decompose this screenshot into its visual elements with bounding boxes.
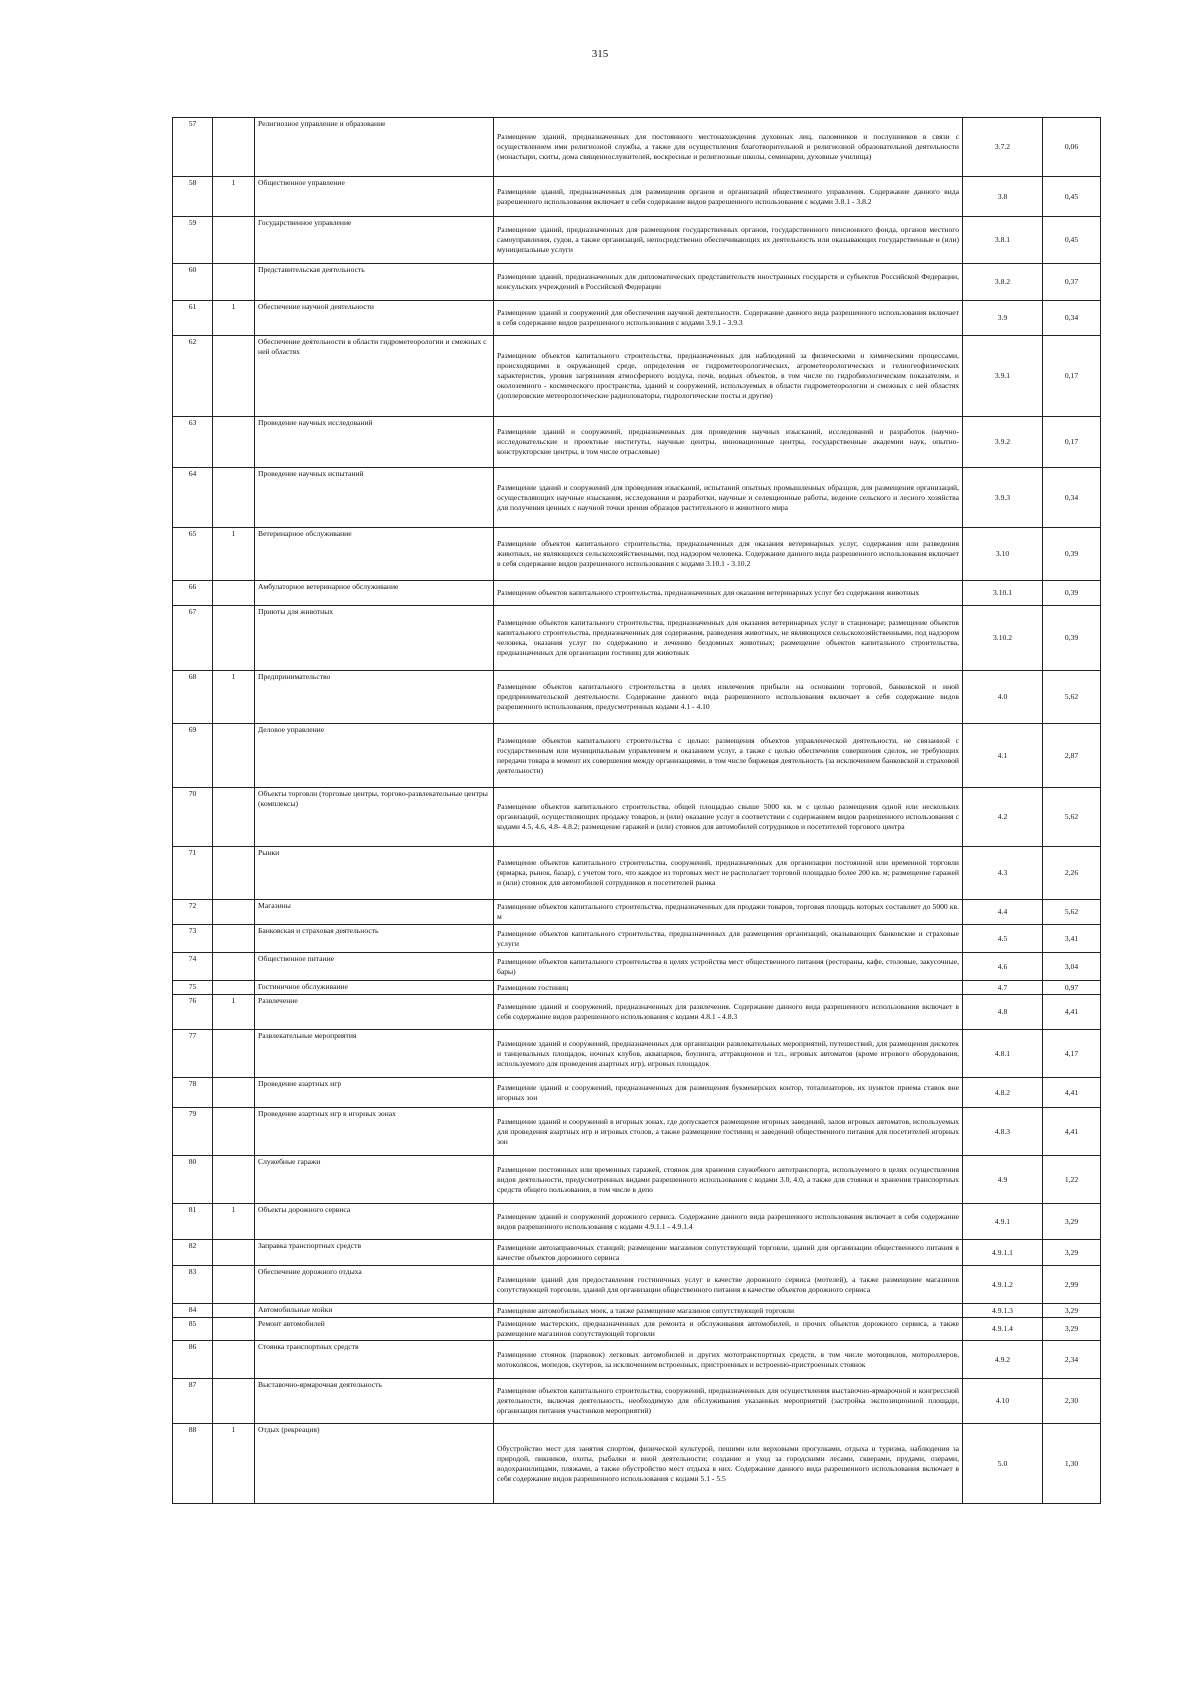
use-name: Заправка транспортных средств [255,1240,494,1266]
row-number: 59 [173,217,213,264]
table-row [173,1341,1101,1379]
table-row [173,953,1101,981]
coefficient: 2,99 [1043,1266,1101,1304]
use-description: Размещение зданий и сооружений для проведения изысканий, испытаний опытных промышленных образцов, для размещения организаций, осуществляющих научные изыскания, исследования и разработки, научные и селекционные работы, ведение сельского и лесного хозяйства для получения ценных с научной точки зрения образцов растительного и животного мира [494,468,963,528]
coefficient: 0,45 [1043,177,1101,217]
use-name: Объекты торговли (торговые центры, торгово-развлекательные центры (комплексы) [255,788,494,847]
use-name: Объекты дорожного сервиса [255,1204,494,1240]
group-flag: 1 [213,528,255,581]
coefficient: 3,29 [1043,1204,1101,1240]
use-code: 4.8 [963,995,1043,1030]
use-code: 4.9.1 [963,1204,1043,1240]
use-name: Представительская деятельность [255,264,494,301]
group-flag [213,264,255,301]
use-name: Религиозное управление и образование [255,118,494,177]
row-number: 66 [173,581,213,606]
use-code: 3.10.2 [963,606,1043,671]
use-code: 3.9 [963,301,1043,336]
group-flag [213,1156,255,1204]
page-number: 315 [591,48,609,60]
table-row [173,1266,1101,1304]
land-use-table [172,117,1101,1504]
use-code: 4.3 [963,847,1043,900]
table-row [173,925,1101,953]
use-description: Размещение объектов капитального строительства, предназначенных для продажи товаров, торговая площадь которых составляет до 5000 кв. м [494,900,963,925]
use-code: 4.10 [963,1379,1043,1424]
coefficient: 0,45 [1043,217,1101,264]
row-number: 62 [173,336,213,417]
use-description: Размещение зданий, предназначенных для дипломатических представительств иностранных государств и субъектов Российской Федерации, консульских учреждений в Российской Федерации [494,264,963,301]
group-flag [213,581,255,606]
use-code: 4.7 [963,981,1043,995]
row-number: 60 [173,264,213,301]
table-row [173,900,1101,925]
table-row [173,847,1101,900]
row-number: 67 [173,606,213,671]
coefficient: 0,17 [1043,417,1101,468]
use-name: Ветеринарное обслуживание [255,528,494,581]
coefficient: 3,29 [1043,1304,1101,1318]
coefficient: 5,62 [1043,671,1101,724]
row-number: 75 [173,981,213,995]
use-name: Предпринимательство [255,671,494,724]
use-name: Проведение азартных игр [255,1078,494,1108]
group-flag [213,1078,255,1108]
coefficient: 4,17 [1043,1030,1101,1078]
coefficient: 2,87 [1043,724,1101,788]
use-code: 3.8 [963,177,1043,217]
group-flag: 1 [213,995,255,1030]
row-number: 76 [173,995,213,1030]
coefficient: 5,62 [1043,788,1101,847]
use-name: Развлечение [255,995,494,1030]
group-flag [213,847,255,900]
use-description: Размещение объектов капитального строительства, сооружений, предназначенных для осуществления выставочно-ярмарочной и конгрессной деятельности, включая деятельность, необходимую для обслуживания указанных мероприятий (застройка экспозиционной площади, организация питания участников мероприятий) [494,1379,963,1424]
group-flag [213,336,255,417]
table-row [173,118,1101,177]
row-number: 70 [173,788,213,847]
table-row [173,336,1101,417]
coefficient: 3,04 [1043,953,1101,981]
group-flag [213,1341,255,1379]
table-row [173,528,1101,581]
group-flag [213,118,255,177]
group-flag [213,606,255,671]
use-description: Размещение мастерских, предназначенных для ремонта и обслуживания автомобилей, и прочих объектов дорожного сервиса, а также размещение магазинов сопутствующей торговли [494,1318,963,1341]
coefficient: 0,34 [1043,468,1101,528]
row-number: 84 [173,1304,213,1318]
use-description: Размещение зданий, предназначенных для размещения органов и организаций общественного управления. Содержание данного вида разрешенного использования включает в себя содержание видов разрешенного использования с кодами 3.8.1 - 3.8.2 [494,177,963,217]
group-flag [213,1379,255,1424]
group-flag: 1 [213,1204,255,1240]
use-name: Проведение азартных игр в игорных зонах [255,1108,494,1156]
table-row [173,995,1101,1030]
coefficient: 0,97 [1043,981,1101,995]
coefficient: 3,29 [1043,1318,1101,1341]
group-flag: 1 [213,301,255,336]
table-row [173,1030,1101,1078]
use-name: Обеспечение деятельности в области гидрометеорологии и смежных с ней областях [255,336,494,417]
table-row [173,1240,1101,1266]
coefficient: 2,34 [1043,1341,1101,1379]
use-description: Размещение объектов капитального строительства, предназначенных для оказания ветеринарных услуг в стационаре; размещение объектов капитального строительства, предназначенных для содержания, разведения животных, не являющихся сельскохозяйственными, под надзором человека, оказания услуг по содержанию и лечению бездомных животных; размещение объектов капитального строительства, предназначенных для организации гостиниц для животных [494,606,963,671]
table-row [173,981,1101,995]
table-row [173,177,1101,217]
row-number: 69 [173,724,213,788]
table-row [173,217,1101,264]
row-number: 81 [173,1204,213,1240]
coefficient: 0,17 [1043,336,1101,417]
use-name: Деловое управление [255,724,494,788]
use-code: 3.8.1 [963,217,1043,264]
coefficient: 0,39 [1043,606,1101,671]
coefficient: 0,37 [1043,264,1101,301]
use-name: Ремонт автомобилей [255,1318,494,1341]
use-name: Общественное управление [255,177,494,217]
group-flag [213,1030,255,1078]
row-number: 65 [173,528,213,581]
use-code: 4.2 [963,788,1043,847]
use-code: 4.9 [963,1156,1043,1204]
use-code: 3.8.2 [963,264,1043,301]
table-row [173,788,1101,847]
coefficient: 4,41 [1043,995,1101,1030]
use-code: 3.10.1 [963,581,1043,606]
table-row [173,1108,1101,1156]
row-number: 85 [173,1318,213,1341]
use-code: 4.8.1 [963,1030,1043,1078]
group-flag: 1 [213,177,255,217]
row-number: 73 [173,925,213,953]
use-name: Общественное питание [255,953,494,981]
coefficient: 1,22 [1043,1156,1101,1204]
use-code: 3.9.3 [963,468,1043,528]
use-code: 4.9.1.2 [963,1266,1043,1304]
coefficient: 0,34 [1043,301,1101,336]
coefficient: 0,06 [1043,118,1101,177]
group-flag [213,1318,255,1341]
table-row [173,1078,1101,1108]
use-description: Размещение объектов капитального строительства, сооружений, предназначенных для организации постоянной или временной торговли (ярмарка, рынок, базар), с учетом того, что каждое из торговых мест не располагает торговой площадью более 200 кв. м; размещение гаражей и (или) стоянок для автомобилей сотрудников и посетителей рынка [494,847,963,900]
use-description: Размещение зданий, предназначенных для размещения государственных органов, государственного пенсионного фонда, органов местного самоуправления, судов, а также организаций, непосредственно обеспечивающих их деятельность или оказывающих государственные и (или) муниципальные услуги [494,217,963,264]
use-description: Размещение зданий для предоставления гостиничных услуг в качестве дорожного сервиса (мотелей), а также размещение магазинов сопутствующей торговли, зданий для организации общественного питания в качестве объектов дорожного сервиса [494,1266,963,1304]
group-flag [213,900,255,925]
use-name: Стоянка транспортных средств [255,1341,494,1379]
row-number: 88 [173,1424,213,1504]
use-description: Размещение гостиниц [494,981,963,995]
coefficient: 2,26 [1043,847,1101,900]
group-flag [213,925,255,953]
coefficient: 3,29 [1043,1240,1101,1266]
row-number: 57 [173,118,213,177]
row-number: 77 [173,1030,213,1078]
use-description: Размещение автомобильных моек, а также размещение магазинов сопутствующей торговли [494,1304,963,1318]
table-row [173,671,1101,724]
row-number: 79 [173,1108,213,1156]
table-row [173,301,1101,336]
use-description: Размещение постоянных или временных гаражей, стоянок для хранения служебного автотранспорта, используемого в целях осуществления видов деятельности, предусмотренных видами разрешенного использования с кодами 3.0, 4.0, а также для стоянки и хранения транспортных средств общего пользования, в том числе в депо [494,1156,963,1204]
coefficient: 4,41 [1043,1108,1101,1156]
use-name: Приюты для животных [255,606,494,671]
row-number: 78 [173,1078,213,1108]
row-number: 83 [173,1266,213,1304]
row-number: 63 [173,417,213,468]
use-description: Размещение объектов капитального строительства, общей площадью свыше 5000 кв. м с целью размещения одной или нескольких организаций, осуществляющих продажу товаров, и (или) оказание услуг в соответствии с содержанием видов разрешенного использования с кодами 4.5, 4.6, 4.8- 4.8.2; размещение гаражей и (или) стоянок для автомобилей сотрудников и посетителей торгового центра [494,788,963,847]
row-number: 87 [173,1379,213,1424]
use-description: Размещение объектов капитального строительства в целях извлечения прибыли на основании торговой, банковской и иной предпринимательской деятельности. Содержание данного вида разрешенного использования включает в себя содержание видов разрешенного использования, предусмотренных кодами 4.1 - 4.10 [494,671,963,724]
use-name: Обеспечение дорожного отдыха [255,1266,494,1304]
coefficient: 1,30 [1043,1424,1101,1504]
use-description: Размещение зданий и сооружений, предназначенных для развлечения. Содержание данного вида разрешенного использования включает в себя содержание видов разрешенного использования с кодами 4.8.1 - 4.8.3 [494,995,963,1030]
use-description: Размещение зданий и сооружений, предназначенных для организации развлекательных мероприятий, путешествий, для размещения дискотек и танцевальных площадок, ночных клубов, аквапарков, боулинга, аттракционов и т.п., игровых автоматов (кроме игрового оборудования, используемого для проведения азартных игр), игровых площадок [494,1030,963,1078]
use-name: Автомобильные мойки [255,1304,494,1318]
coefficient: 2,30 [1043,1379,1101,1424]
coefficient: 5,62 [1043,900,1101,925]
use-code: 3.9.2 [963,417,1043,468]
use-name: Проведение научных испытаний [255,468,494,528]
coefficient: 0,39 [1043,528,1101,581]
use-description: Размещение стоянок (парковок) легковых автомобилей и других мототранспортных средств, в том числе мотоциклов, мотороллеров, мотоколясок, мопедов, скутеров, за исключением встроенных, пристроенных и встроенно-пристроенных стоянок [494,1341,963,1379]
group-flag: 1 [213,671,255,724]
use-code: 4.6 [963,953,1043,981]
table-row [173,581,1101,606]
table-row [173,1379,1101,1424]
use-code: 5.0 [963,1424,1043,1504]
use-name: Отдых (рекреация) [255,1424,494,1504]
use-description: Размещение зданий и сооружений для обеспечения научной деятельности. Содержание данного вида разрешенного использования включает в себя содержание видов разрешенного использования с кодами 3.9.1 - 3.9.3 [494,301,963,336]
use-code: 3.7.2 [963,118,1043,177]
use-name: Развлекательные мероприятия [255,1030,494,1078]
table-row [173,1318,1101,1341]
group-flag [213,1304,255,1318]
use-description: Обустройство мест для занятия спортом, физической культурой, пешими или верховыми прогулками, отдыха и туризма, наблюдения за природой, пикников, охоты, рыбалки и иной деятельности; создание и уход за городскими лесами, скверами, прудами, озерами, водохранилищами, пляжами, а также обустройство мест отдыха в них. Содержание данного вида разрешенного использования включает в себя содержание видов разрешенного использования с кодами 5.1 - 5.5 [494,1424,963,1504]
use-description: Размещение объектов капитального строительства, предназначенных для оказания ветеринарных услуг без содержания животных [494,581,963,606]
table-row [173,1156,1101,1204]
group-flag [213,468,255,528]
use-name: Амбулаторное ветеринарное обслуживание [255,581,494,606]
use-description: Размещение зданий, предназначенных для постоянного местонахождения духовных лиц, паломников и послушников в связи с осуществлением ими религиозной службы, а также для осуществления благотворительной и религиозной образовательной деятельности (монастыри, скиты, дома священнослужителей, воскресные и религиозные школы, семинарии, духовные училища) [494,118,963,177]
use-description: Размещение объектов капитального строительства, предназначенных для размещения организаций, оказывающих банковские и страховые услуги [494,925,963,953]
use-description: Размещение зданий и сооружений, предназначенных для проведения научных изысканий, исследований и разработок (научно-исследовательские и проектные институты, научные центры, инновационные центры, государственные академии наук, опытно-конструкторские центры, в том числе отраслевые) [494,417,963,468]
group-flag [213,981,255,995]
use-code: 3.9.1 [963,336,1043,417]
group-flag [213,417,255,468]
table-row [173,1304,1101,1318]
row-number: 61 [173,301,213,336]
use-description: Размещение зданий и сооружений, предназначенных для размещения букмекерских контор, тотализаторов, их пунктов приема ставок вне игорных зон [494,1078,963,1108]
table-row [173,1424,1101,1504]
use-description: Размещение зданий и сооружений в игорных зонах, где допускается размещение игорных заведений, залов игровых автоматов, используемых для проведения азартных игр и игровых столов, а также размещение гостиниц и заведений общественного питания для посетителей игорных зон [494,1108,963,1156]
table-row [173,606,1101,671]
use-code: 4.9.2 [963,1341,1043,1379]
group-flag [213,1266,255,1304]
group-flag [213,1108,255,1156]
use-description: Размещение объектов капитального строительства, предназначенных для наблюдений за физическими и химическими процессами, происходящими в окружающей среде, определения ее гидрометеорологических, агрометеорологических и гелиогеофизических характеристик, уровня загрязнения атмосферного воздуха, почв, водных объектов, в том числе по гидробиологическим показателям, и околоземного - космического пространства, зданий и сооружений, используемых в области гидрометеорологии и смежных с ней областях (доплеровские метеорологические радиолокаторы, гидрологические посты и другие) [494,336,963,417]
group-flag [213,724,255,788]
table-row [173,417,1101,468]
coefficient: 0,39 [1043,581,1101,606]
use-name: Выставочно-ярмарочная деятельность [255,1379,494,1424]
use-code: 4.8.2 [963,1078,1043,1108]
use-description: Размещение объектов капитального строительства с целью: размещения объектов управленческой деятельности, не связанной с государственным или муниципальным управлением и оказанием услуг, а также с целью обеспечения совершения сделок, не требующих передачи товара в момент их совершения между организациями, в том числе биржевая деятельность (за исключением банковской и страховой деятельности) [494,724,963,788]
use-code: 4.5 [963,925,1043,953]
use-name: Служебные гаражи [255,1156,494,1204]
use-code: 4.9.1.3 [963,1304,1043,1318]
row-number: 74 [173,953,213,981]
row-number: 72 [173,900,213,925]
use-name: Проведение научных исследований [255,417,494,468]
group-flag [213,217,255,264]
table-row [173,724,1101,788]
use-name: Магазины [255,900,494,925]
group-flag [213,788,255,847]
use-code: 4.9.1.4 [963,1318,1043,1341]
table-row [173,1204,1101,1240]
row-number: 64 [173,468,213,528]
group-flag [213,1240,255,1266]
row-number: 58 [173,177,213,217]
group-flag [213,953,255,981]
use-description: Размещение объектов капитального строительства, предназначенных для оказания ветеринарных услуг, содержания или разведения животных, не являющихся сельскохозяйственными, под надзором человека. Содержание данного вида разрешенного использования включает в себя содержание видов разрешенного использования с кодами 3.10.1 - 3.10.2 [494,528,963,581]
table-row [173,468,1101,528]
use-name: Гостиничное обслуживание [255,981,494,995]
use-name: Рынки [255,847,494,900]
use-description: Размещение автозаправочных станций; размещение магазинов сопутствующей торговли, зданий для организации общественного питания в качестве объектов дорожного сервиса [494,1240,963,1266]
use-code: 4.0 [963,671,1043,724]
coefficient: 4,41 [1043,1078,1101,1108]
use-description: Размещение зданий и сооружений дорожного сервиса. Содержание данного вида разрешенного использования включает в себя содержание видов разрешенного использования с кодами 4.9.1.1 - 4.9.1.4 [494,1204,963,1240]
row-number: 68 [173,671,213,724]
row-number: 86 [173,1341,213,1379]
group-flag: 1 [213,1424,255,1504]
use-code: 4.8.3 [963,1108,1043,1156]
coefficient: 3,41 [1043,925,1101,953]
row-number: 71 [173,847,213,900]
use-description: Размещение объектов капитального строительства в целях устройства мест общественного питания (рестораны, кафе, столовые, закусочные, бары) [494,953,963,981]
row-number: 80 [173,1156,213,1204]
use-code: 4.4 [963,900,1043,925]
use-code: 4.1 [963,724,1043,788]
row-number: 82 [173,1240,213,1266]
use-name: Государственное управление [255,217,494,264]
use-code: 4.9.1.1 [963,1240,1043,1266]
table-row [173,264,1101,301]
use-name: Обеспечение научной деятельности [255,301,494,336]
use-name: Банковская и страховая деятельность [255,925,494,953]
use-code: 3.10 [963,528,1043,581]
